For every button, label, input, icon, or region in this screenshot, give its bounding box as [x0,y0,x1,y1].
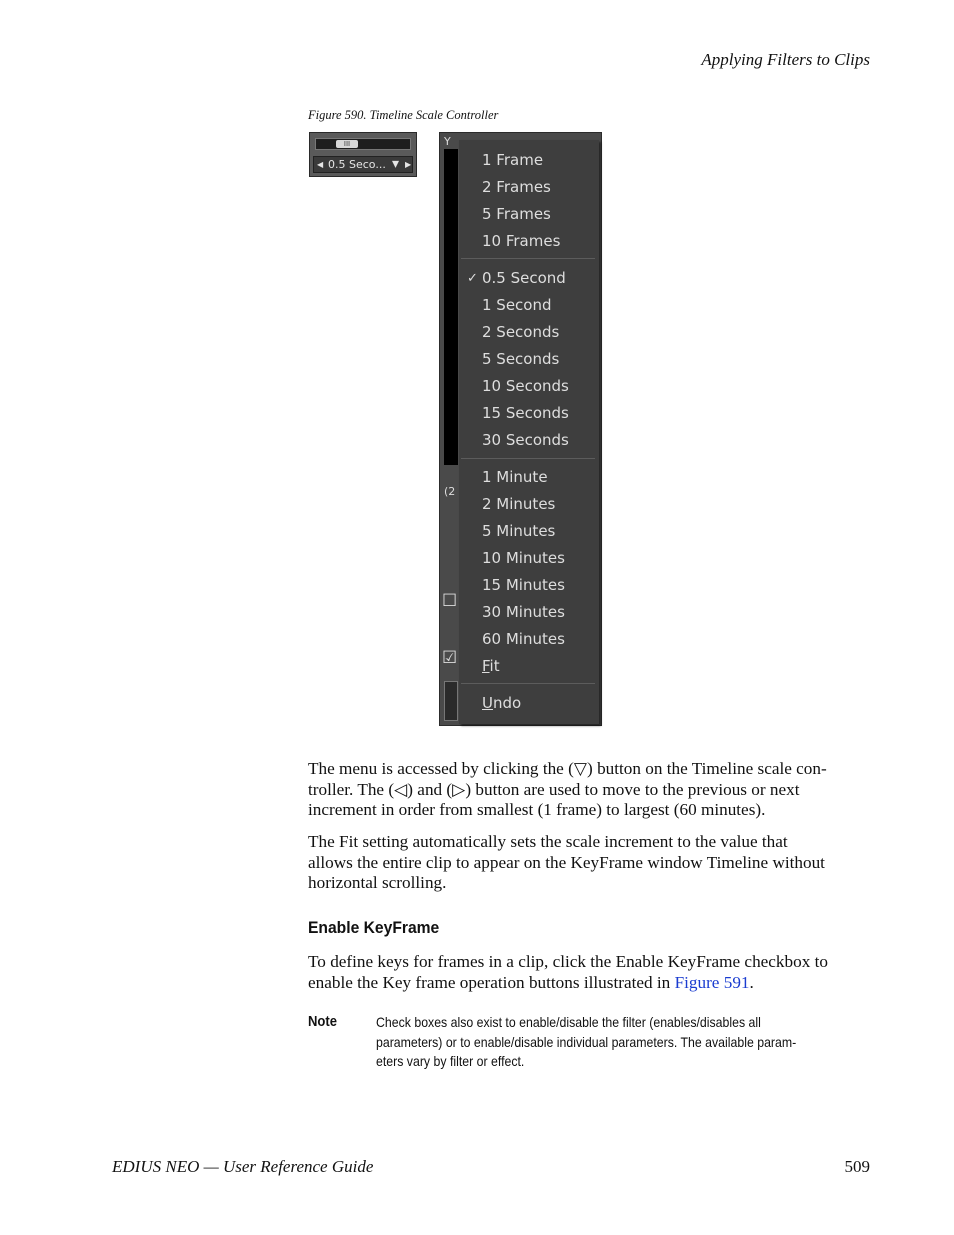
text-line: troller. The (◁) and (▷) button are used to move to the previous or next [308,779,800,799]
y-axis-label: Y [444,135,451,148]
text-line [308,973,873,994]
note-text [376,1013,851,1072]
checkbox-checked-icon[interactable]: ☑ [442,648,458,668]
menu-separator [461,458,595,459]
running-header: Applying Filters to Clips [701,50,870,69]
figure-caption: Figure 590. Timeline Scale Controller [308,108,499,122]
scale-selector [313,156,413,173]
menu-item-1-second[interactable]: 1 Second [482,296,552,314]
menu-item-1-frame[interactable]: 1 Frame [482,151,544,169]
text-line: increment in order from smallest (1 frame) to largest (60 minutes). [308,800,766,820]
figure-591-link[interactable]: Figure 591 [674,972,750,992]
menu-item-60-minutes[interactable]: 60 Minutes [482,630,565,648]
menu-separator [461,258,595,259]
scale-slider-track[interactable] [315,138,411,150]
next-arrow-icon[interactable]: ▶ [405,160,412,169]
text-line: horizontal scrolling. [308,873,447,893]
text-span: . [749,972,754,992]
menu-item-2-minutes[interactable]: 2 Minutes [482,495,556,513]
menu-item-undo[interactable]: Undo [482,694,522,712]
text-line: The Fit setting automatically sets the scale increment to the value that [308,832,788,851]
text-line: Check boxes also exist to enable/disable the filter (enables/disables all [376,1014,761,1030]
page-number: 509 [844,1157,870,1176]
menu-item-fit[interactable]: Fit [482,657,500,675]
text-span: enable the Key frame operation buttons illustrated in [308,972,675,992]
menu-item-1-minute[interactable]: 1 Minute [482,468,548,486]
section-heading: Enable KeyFrame [308,918,440,937]
menu-item-10-frames[interactable]: 10 Frames [482,232,561,250]
text-line: To define keys for frames in a clip, click the Enable KeyFrame checkbox to [308,952,828,971]
menu-item-5-seconds[interactable]: 5 Seconds [482,350,560,368]
menu-item-15-seconds[interactable]: 15 Seconds [482,404,569,422]
paragraph-enable-keyframe [308,952,873,993]
timeline-scale-menu [459,140,599,724]
note-label: Note [308,1014,338,1030]
timeline-scale-controller [309,132,417,177]
menu-item-5-frames[interactable]: 5 Frames [482,205,551,223]
scrollbar[interactable] [444,681,458,721]
graph-area [444,149,458,465]
text-line: parameters) or to enable/disable individual parameters. The available param- [376,1033,797,1050]
menu-item-2-seconds[interactable]: 2 Seconds [482,323,560,341]
text-line: eters vary by filter or effect. [376,1053,525,1069]
scale-value: 0.5 Seco... [328,158,386,171]
menu-item-0-5-second[interactable]: ✓ 0.5 Second [459,265,599,292]
paragraph-fit-setting [308,832,873,894]
footer-title: EDIUS NEO — User Reference Guide [112,1157,374,1176]
menu-item-10-minutes[interactable]: 10 Minutes [482,549,565,567]
menu-item-2-frames[interactable]: 2 Frames [482,178,551,196]
menu-item-30-seconds[interactable]: 30 Seconds [482,431,569,449]
menu-item-10-seconds[interactable]: 10 Seconds [482,377,569,395]
check-icon: ✓ [467,271,478,286]
checkbox-empty-icon[interactable]: ☐ [442,591,458,611]
text-line: allows the entire clip to appear on the KeyFrame window Timeline without [308,852,825,872]
menu-item-15-minutes[interactable]: 15 Minutes [482,576,565,594]
previous-arrow-icon[interactable]: ◀ [317,160,324,169]
text-line: The menu is accessed by clicking the (▽) button on the Timeline scale con- [308,759,827,778]
dropdown-arrow-icon[interactable]: ▾ [392,156,400,172]
menu-item-5-minutes[interactable]: 5 Minutes [482,522,556,540]
parameter-label: (2 [444,485,456,498]
menu-separator [461,683,595,684]
menu-item-30-minutes[interactable]: 30 Minutes [482,603,565,621]
scale-slider-thumb[interactable]: III [336,140,358,148]
paragraph-menu-access [308,759,873,821]
